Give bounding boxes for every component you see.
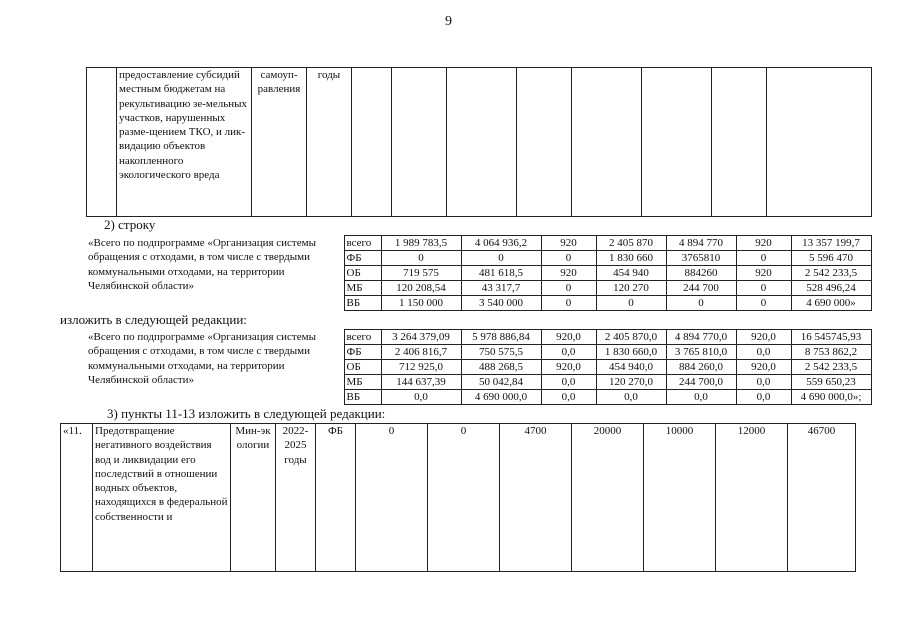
value-cell: 2 405 870: [596, 236, 666, 251]
value-cell: 144 637,39: [381, 375, 461, 390]
value-cell: 1 830 660: [596, 251, 666, 266]
value-cell: 4 064 936,2: [461, 236, 541, 251]
value-cell: 16 545745,93: [791, 330, 871, 345]
value-cell: 0,0: [666, 390, 736, 405]
top-table: [86, 67, 872, 217]
value-cell: 0: [541, 251, 596, 266]
source-cell: [352, 68, 392, 217]
value-cell: 43 317,7: [461, 281, 541, 296]
source-label: ФБ: [316, 424, 356, 572]
value-cell: 0: [381, 251, 461, 266]
value-cell: 244 700: [666, 281, 736, 296]
value-cell: 920: [736, 266, 791, 281]
section-label-3: 3) пункты 11-13 изложить в следующей редакции:: [107, 406, 386, 421]
value-cell: 120 270: [596, 281, 666, 296]
section-label-new: изложить в следующей редакции:: [60, 312, 247, 327]
value-cell: 0: [356, 424, 428, 572]
source-label: ВБ: [344, 390, 381, 405]
value-cell: 0,0: [381, 390, 461, 405]
value-cell: 454 940: [596, 266, 666, 281]
value-cell: 3 264 379,09: [381, 330, 461, 345]
value-cell: 0: [541, 296, 596, 311]
value-cell: 454 940,0: [596, 360, 666, 375]
event-description: предоставление субсидий местным бюджетам на рекультивацию зе-мельных участков, нарушенных разме-щением ТКО, и лик-видацию объектов накопленного экологического вреда: [117, 68, 252, 217]
source-label: ВБ: [344, 296, 381, 311]
value-cell: 4 894 770: [666, 236, 736, 251]
value-cell: 750 575,5: [461, 345, 541, 360]
value-cell: 0: [736, 296, 791, 311]
value-cell: 4 690 000,0»;: [791, 390, 871, 405]
value-cell: 50 042,84: [461, 375, 541, 390]
value-cell: 4 690 000,0: [461, 390, 541, 405]
value-cell: 13 357 199,7: [791, 236, 871, 251]
value-cell: 10000: [644, 424, 716, 572]
value-cell: 920,0: [736, 360, 791, 375]
source-label: всего: [344, 236, 381, 251]
value-cell: 0,0: [541, 375, 596, 390]
value-cell: 1 150 000: [381, 296, 461, 311]
value-cell: 719 575: [381, 266, 461, 281]
value-cell: [767, 68, 872, 217]
value-cell: 2 542 233,5: [791, 360, 871, 375]
source-label: всего: [344, 330, 381, 345]
value-cell: 3 765 810,0: [666, 345, 736, 360]
value-cell: 0: [541, 281, 596, 296]
section-label-2: 2) строку: [104, 217, 156, 232]
source-label: ФБ: [344, 251, 381, 266]
value-cell: 0,0: [541, 345, 596, 360]
value-cell: 0: [461, 251, 541, 266]
value-cell: 0,0: [541, 390, 596, 405]
value-cell: 46700: [788, 424, 856, 572]
subprogram-title: «Всего по подпрограмме «Организация системы обращения с отходами, в том числе с твердыми коммунальными отходами, на территории Челябинской области»: [88, 330, 316, 387]
value-cell: 0: [428, 424, 500, 572]
value-cell: 0,0: [736, 390, 791, 405]
value-cell: 712 925,0: [381, 360, 461, 375]
bottom-table: [60, 423, 856, 572]
value-cell: 920: [541, 236, 596, 251]
value-cell: 0: [736, 251, 791, 266]
value-cell: 481 618,5: [461, 266, 541, 281]
value-cell: 4700: [500, 424, 572, 572]
subprogram-title: «Всего по подпрограмме «Организация системы обращения с отходами, в том числе с твердыми коммунальными отходами, на территории Челябинской области»: [88, 236, 316, 293]
value-cell: 488 268,5: [461, 360, 541, 375]
value-cell: 244 700,0: [666, 375, 736, 390]
value-cell: 3765810: [666, 251, 736, 266]
value-cell: [642, 68, 712, 217]
source-label: ОБ: [344, 360, 381, 375]
value-cell: 0,0: [736, 375, 791, 390]
row-number-cell: [87, 68, 117, 217]
value-cell: 1 830 660,0: [596, 345, 666, 360]
page-number: 9: [445, 14, 452, 29]
value-cell: [392, 68, 447, 217]
value-cell: 559 650,23: [791, 375, 871, 390]
value-cell: 0,0: [596, 390, 666, 405]
value-cell: 4 690 000»: [791, 296, 871, 311]
totals-table-new: [86, 329, 872, 405]
executor-cell: самоуп-равления: [252, 68, 307, 217]
totals-table-old: [86, 235, 872, 311]
value-cell: 0,0: [736, 345, 791, 360]
value-cell: 5 596 470: [791, 251, 871, 266]
value-cell: 1 989 783,5: [381, 236, 461, 251]
value-cell: [572, 68, 642, 217]
value-cell: 920,0: [541, 330, 596, 345]
source-label: ФБ: [344, 345, 381, 360]
value-cell: 0: [666, 296, 736, 311]
executor-cell: Мин-экологии: [231, 424, 276, 572]
item-number: «11.: [61, 424, 93, 572]
value-cell: 120 208,54: [381, 281, 461, 296]
value-cell: [712, 68, 767, 217]
value-cell: 120 270,0: [596, 375, 666, 390]
event-description: Предотвращение негативного воздействия вод и ликвидации его последствий в отношении водных объектов, находящихся в федеральной собственности и: [93, 424, 231, 572]
value-cell: 920: [736, 236, 791, 251]
value-cell: 4 894 770,0: [666, 330, 736, 345]
term-cell: 2022-2025 годы: [276, 424, 316, 572]
value-cell: 20000: [572, 424, 644, 572]
value-cell: 3 540 000: [461, 296, 541, 311]
value-cell: 0: [736, 281, 791, 296]
term-cell: годы: [307, 68, 352, 217]
value-cell: 884260: [666, 266, 736, 281]
value-cell: 2 406 816,7: [381, 345, 461, 360]
value-cell: 5 978 886,84: [461, 330, 541, 345]
value-cell: [517, 68, 572, 217]
value-cell: [447, 68, 517, 217]
value-cell: 884 260,0: [666, 360, 736, 375]
value-cell: 2 405 870,0: [596, 330, 666, 345]
value-cell: 920,0: [736, 330, 791, 345]
value-cell: 920,0: [541, 360, 596, 375]
value-cell: 8 753 862,2: [791, 345, 871, 360]
source-label: ОБ: [344, 266, 381, 281]
value-cell: 12000: [716, 424, 788, 572]
value-cell: 528 496,24: [791, 281, 871, 296]
value-cell: 0: [596, 296, 666, 311]
value-cell: 920: [541, 266, 596, 281]
source-label: МБ: [344, 375, 381, 390]
source-label: МБ: [344, 281, 381, 296]
value-cell: 2 542 233,5: [791, 266, 871, 281]
